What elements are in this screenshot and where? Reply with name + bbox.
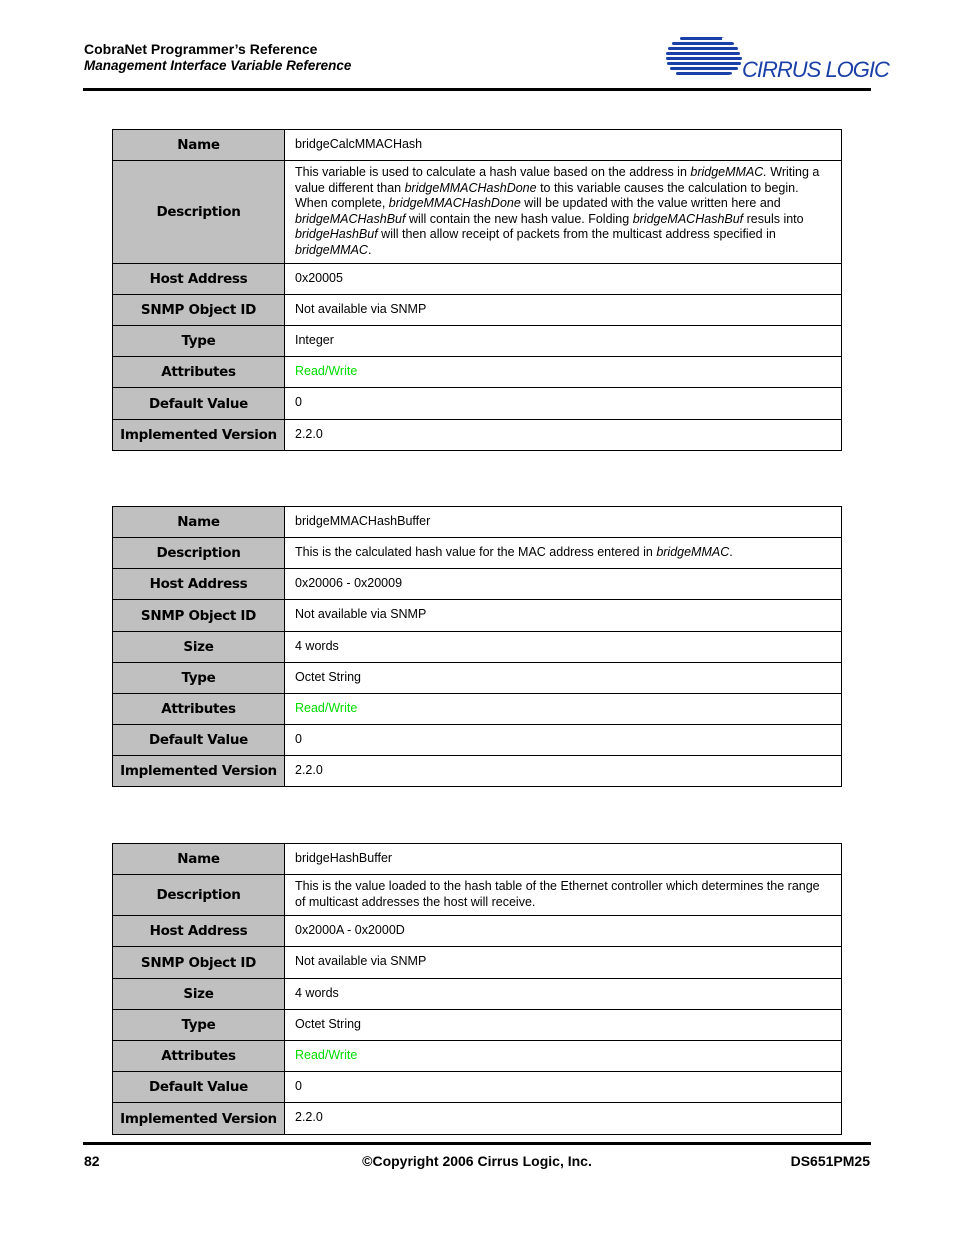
copyright: ©Copyright 2006 Cirrus Logic, Inc. (362, 1153, 592, 1169)
label-snmp-object-id: SNMP Object ID (113, 600, 285, 632)
label-description: Description (113, 538, 285, 569)
header-rule (83, 88, 871, 91)
value-implemented-version: 2.2.0 (285, 756, 842, 787)
variable-table-bridgeMMACHashBuffer (112, 506, 842, 787)
label-size: Size (113, 632, 285, 663)
label-implemented-version: Implemented Version (113, 1103, 285, 1135)
doc-subtitle: Management Interface Variable Reference (84, 58, 352, 73)
page-number: 82 (84, 1153, 100, 1169)
logo-wordmark: CIRRUS LOGIC (742, 57, 889, 82)
value-snmp-object-id: Not available via SNMP (285, 947, 842, 979)
doc-title: CobraNet Programmer’s Reference (84, 41, 318, 57)
value-name: bridgeCalcMMACHash (285, 130, 842, 161)
label-attributes: Attributes (113, 357, 285, 388)
label-implemented-version: Implemented Version (113, 420, 285, 451)
value-name: bridgeMMACHashBuffer (285, 507, 842, 538)
value-default-value: 0 (285, 725, 842, 756)
label-description: Description (113, 161, 285, 264)
value-type: Integer (285, 326, 842, 357)
value-size: 4 words (285, 632, 842, 663)
value-description: This is the value loaded to the hash table of the Ethernet controller which determines the range of multicast addresses the host will receive. (285, 875, 842, 916)
label-name: Name (113, 507, 285, 538)
value-default-value: 0 (285, 388, 842, 420)
value-size: 4 words (285, 979, 842, 1010)
variable-table-bridgeCalcMMACHash (112, 129, 842, 451)
value-description: This variable is used to calculate a hash value based on the address in bridgeMMAC. Writing a value different than bridgeMMACHashDone to this variable causes the calculation to begin. When complete, bridgeMMACHashDone will be updated with the value written here and bridgeMACHashBuf will contain the new hash value. Folding bridgeMACHashBuf resuls into bridgeHashBuf will then allow receipt of packets from the multicast address specified in bridgeMMAC. (285, 161, 842, 264)
footer-rule (83, 1142, 871, 1145)
value-host-address: 0x20006 - 0x20009 (285, 569, 842, 600)
value-attributes: Read/Write (285, 357, 842, 388)
label-implemented-version: Implemented Version (113, 756, 285, 787)
value-attributes: Read/Write (285, 694, 842, 725)
variable-table-bridgeHashBuffer (112, 843, 842, 1135)
value-snmp-object-id: Not available via SNMP (285, 600, 842, 632)
label-host-address: Host Address (113, 264, 285, 295)
label-size: Size (113, 979, 285, 1010)
label-default-value: Default Value (113, 1072, 285, 1103)
cirrus-logic-logo (664, 33, 889, 83)
value-type: Octet String (285, 1010, 842, 1041)
label-host-address: Host Address (113, 916, 285, 947)
label-snmp-object-id: SNMP Object ID (113, 947, 285, 979)
label-name: Name (113, 844, 285, 875)
label-host-address: Host Address (113, 569, 285, 600)
label-name: Name (113, 130, 285, 161)
value-snmp-object-id: Not available via SNMP (285, 295, 842, 326)
value-host-address: 0x20005 (285, 264, 842, 295)
label-attributes: Attributes (113, 1041, 285, 1072)
label-default-value: Default Value (113, 725, 285, 756)
label-type: Type (113, 326, 285, 357)
value-type: Octet String (285, 663, 842, 694)
value-name: bridgeHashBuffer (285, 844, 842, 875)
value-host-address: 0x2000A - 0x2000D (285, 916, 842, 947)
value-description: This is the calculated hash value for the MAC address entered in bridgeMMAC. (285, 538, 842, 569)
label-attributes: Attributes (113, 694, 285, 725)
value-default-value: 0 (285, 1072, 842, 1103)
value-implemented-version: 2.2.0 (285, 420, 842, 451)
label-type: Type (113, 1010, 285, 1041)
label-default-value: Default Value (113, 388, 285, 420)
label-description: Description (113, 875, 285, 916)
value-attributes: Read/Write (285, 1041, 842, 1072)
label-type: Type (113, 663, 285, 694)
document-id: DS651PM25 (790, 1153, 870, 1169)
label-snmp-object-id: SNMP Object ID (113, 295, 285, 326)
value-implemented-version: 2.2.0 (285, 1103, 842, 1135)
